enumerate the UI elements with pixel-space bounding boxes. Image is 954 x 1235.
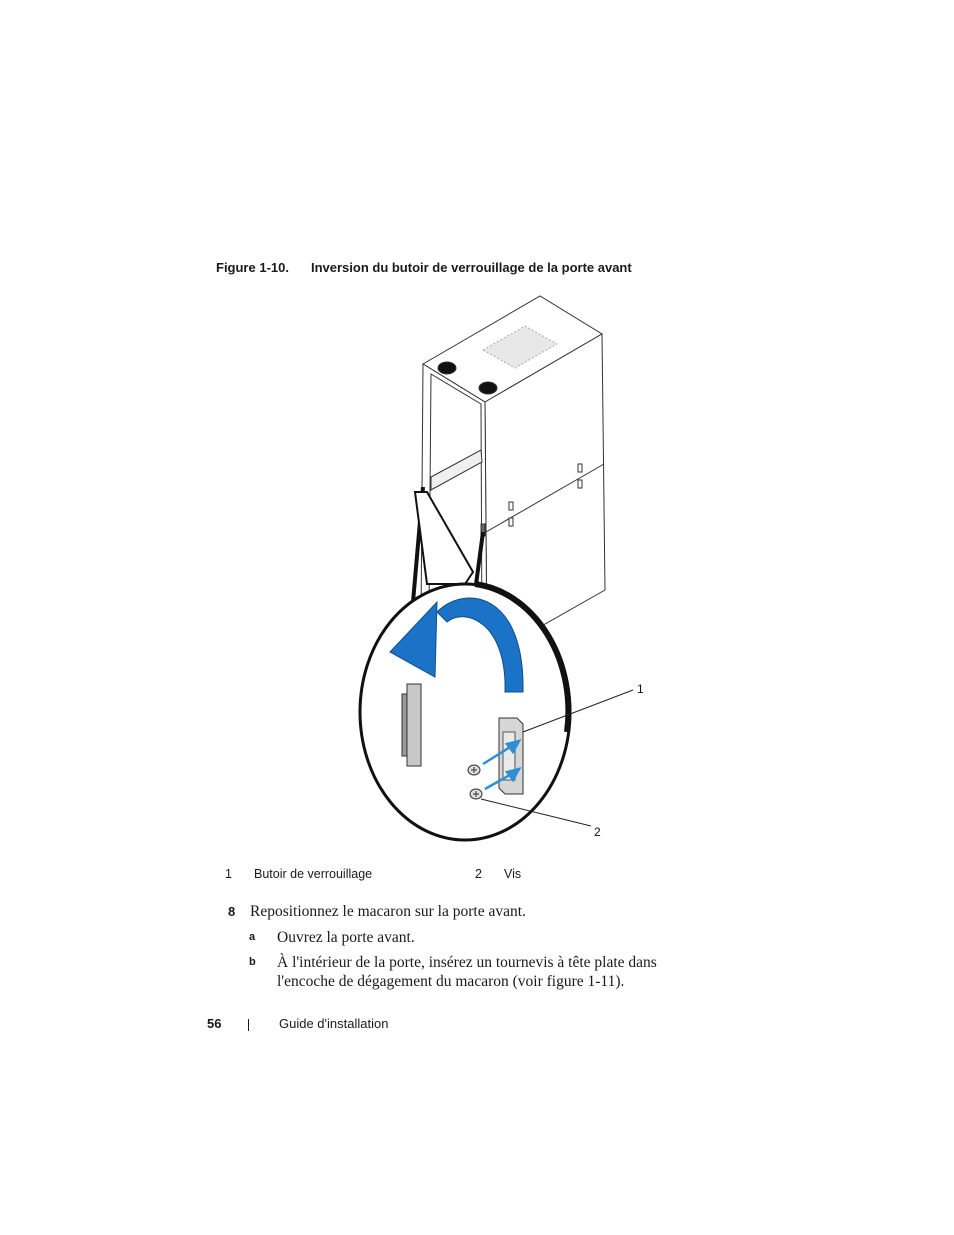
magnifier-circle [360, 584, 570, 840]
legend-num: 1 [225, 867, 232, 881]
footer-divider [248, 1019, 249, 1031]
step-number: 8 [228, 904, 236, 919]
hinge-3 [578, 464, 582, 472]
substep-text-line1: À l'intérieur de la porte, insérez un tournevis à tête plate dans [277, 954, 657, 971]
old-latch-striker [402, 684, 421, 766]
rack-illustration-svg [355, 292, 655, 847]
callout-1: 1 [637, 682, 644, 696]
hinge-2 [509, 518, 513, 526]
screw-2 [470, 789, 482, 799]
figure-illustration [355, 292, 655, 847]
hinge-4 [578, 480, 582, 488]
substep-text-line2: l'encoche de dégagement du macaron (voir figure 1-11). [277, 973, 625, 990]
new-latch-striker [499, 718, 523, 794]
figure-number: Figure 1-10. [216, 260, 289, 275]
step-text: Repositionnez le macaron sur la porte avant. [250, 903, 526, 920]
legend-label: Butoir de verrouillage [254, 867, 373, 881]
figure-title: Inversion du butoir de verrouillage de la porte avant [310, 260, 632, 275]
cable-hole-right [479, 382, 497, 394]
hinge-1 [509, 502, 513, 510]
screw-1 [468, 765, 480, 775]
substep-letter: b [249, 956, 256, 968]
callout-2: 2 [594, 825, 601, 839]
substep-letter: a [249, 931, 256, 943]
footer-title: Guide d'installation [279, 1016, 389, 1031]
cable-hole-left [438, 362, 456, 374]
figure-caption [216, 260, 632, 275]
legend-label: Vis [504, 867, 522, 881]
legend-num: 2 [475, 867, 482, 881]
substep-text: Ouvrez la porte avant. [277, 929, 415, 946]
page-number: 56 [207, 1016, 222, 1031]
